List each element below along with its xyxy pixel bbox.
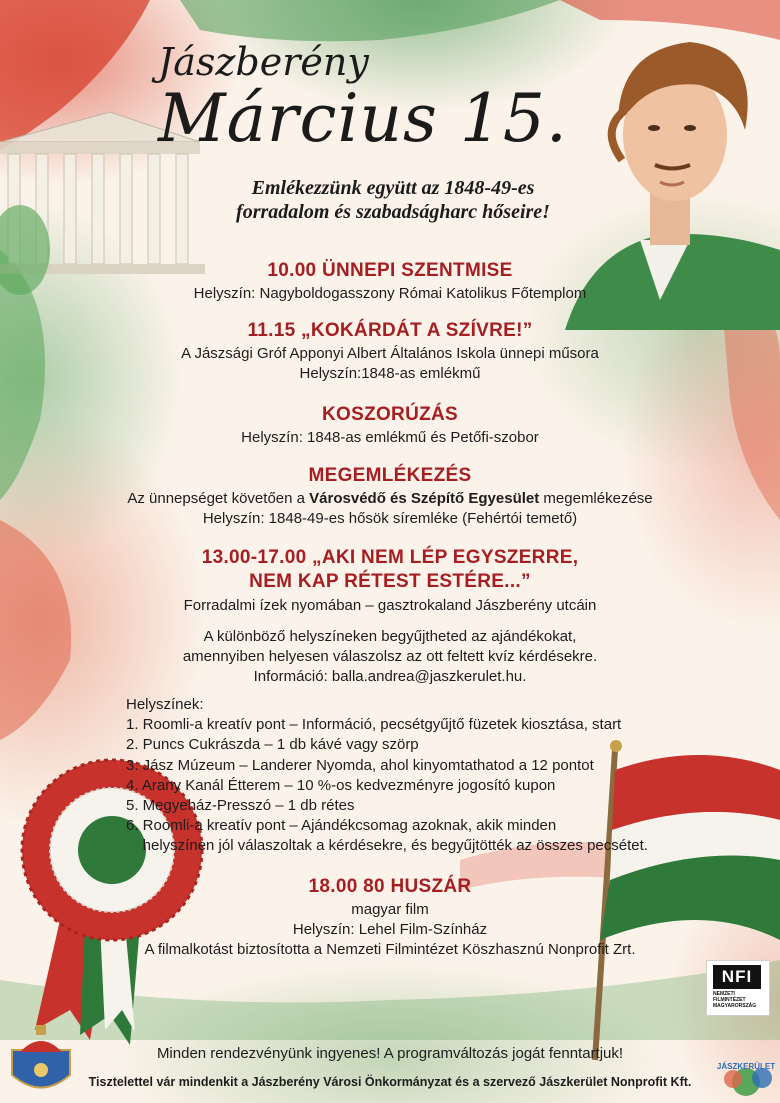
event-title-gastro-line-1: 13.00-17.00 „AKI NEM LÉP EGYSZERRE,: [201, 547, 579, 568]
event-location-cockade: Helyszín:1848-as emlékmű: [299, 365, 481, 382]
event-location-commemoration: Helyszín: 1848-49-es hősök síremléke (Fehértói temető): [202, 510, 578, 527]
jaszkerulet-logo: [716, 1038, 776, 1090]
nfi-logo-text-3: MAGYARORSZÁG: [713, 1003, 757, 1009]
list-item: 1. Roomli-a kreatív pont – Információ, pecsétgyűjtő füzetek kiosztása, start: [126, 716, 622, 734]
film-credit: A filmalkotást biztosította a Nemzeti Filmintézet Köszhasznú Nonprofit Zrt.: [144, 941, 636, 958]
list-item: helyszínen jól válaszoltak a kérdésekre, és begyűjtötték az összes pecsétet.: [126, 837, 648, 855]
footer-thanks: Tisztelettel vár mindenkit a Jászberény Városi Önkormányzat és a szervező Jászkerület Nonprofit Kft.: [88, 1075, 692, 1089]
nfi-logo-text: [713, 991, 756, 1009]
nfi-logo-text-2: FILMINTÉZET: [713, 997, 746, 1003]
event-title-wreath: KOSZORÚZÁS: [322, 404, 458, 425]
quiz-info-line-2: amennyiben helyesen válaszolsz az ott feltett kvíz kérdésekre.: [182, 648, 598, 665]
event-title-gastro-line-2: NEM KAP RÉTEST ESTÉRE...”: [249, 571, 531, 592]
quiz-contact-email[interactable]: Információ: balla.andrea@jaszkerulet.hu.: [253, 668, 527, 685]
event-location-wreath: Helyszín: 1848-as emlékmű és Petőfi-szobor: [241, 429, 539, 446]
event-title-film: 18.00 80 HUSZÁR: [308, 876, 472, 897]
date-title: Március 15.: [158, 80, 568, 157]
nfi-logo-text-1: NEMZETI: [713, 991, 735, 997]
event-description-commemoration: [0, 489, 780, 509]
locations-list: [126, 695, 648, 857]
list-item: 4. Arany Kanál Étterem – 10 %-os kedvezményre jogosító kupon: [126, 776, 556, 794]
quiz-info-line-1: A különböző helyszíneken begyűjtheted az ajándékokat,: [203, 628, 577, 645]
event-location-mass: Helyszín: Nagyboldogasszony Római Katolikus Főtemplom: [193, 285, 587, 302]
event-title-cockade: 11.15 „KOKÁRDÁT A SZÍVRE!”: [247, 320, 533, 341]
event-title-commemoration: MEGEMLÉKEZÉS: [308, 465, 472, 486]
city-title: Jászberény: [158, 40, 369, 84]
association-name: Városvédő és Szépítő Egyesület: [309, 490, 540, 507]
list-item: 6. Roomli-a kreatív pont – Ajándékcsomag azoknak, akik minden: [126, 817, 557, 835]
jaszkerulet-logo-text: JÁSZKERÜLET: [716, 1062, 776, 1071]
nfi-logo-mark: NFI: [713, 965, 761, 989]
event-title-mass: 10.00 ÜNNEPI SZENTMISE: [267, 260, 513, 281]
list-item: 5. Megyeház-Presszó – 1 db rétes: [126, 797, 355, 815]
description-text-end: megemlékezése: [539, 490, 653, 507]
event-description-gastro: Forradalmi ízek nyomában – gasztrokaland Jászberény utcáin: [183, 597, 597, 614]
subtitle: [208, 176, 578, 224]
film-genre: magyar film: [351, 901, 429, 918]
footer-notice: Minden rendezvényünk ingyenes! A programváltozás jogát fenntartjuk!: [156, 1045, 624, 1062]
list-item: 3. Jász Múzeum – Landerer Nyomda, ahol kinyomtathatod a 12 pontot: [126, 756, 594, 774]
subtitle-line-1: Emlékezzünk együtt az 1848-49-es: [251, 177, 535, 199]
event-program-cockade: A Jászsági Gróf Apponyi Albert Általános Iskola ünnepi műsora: [181, 345, 599, 362]
film-location: Helyszín: Lehel Film-Színház: [292, 921, 488, 938]
nfi-logo: [706, 960, 770, 1016]
locations-heading: Helyszínek:: [126, 696, 204, 713]
list-item: 2. Puncs Cukrászda – 1 db kávé vagy szörp: [126, 736, 419, 754]
description-text: Az ünnepséget követően a: [127, 490, 310, 507]
subtitle-line-2: forradalom és szabadságharc hőseire!: [236, 201, 550, 223]
